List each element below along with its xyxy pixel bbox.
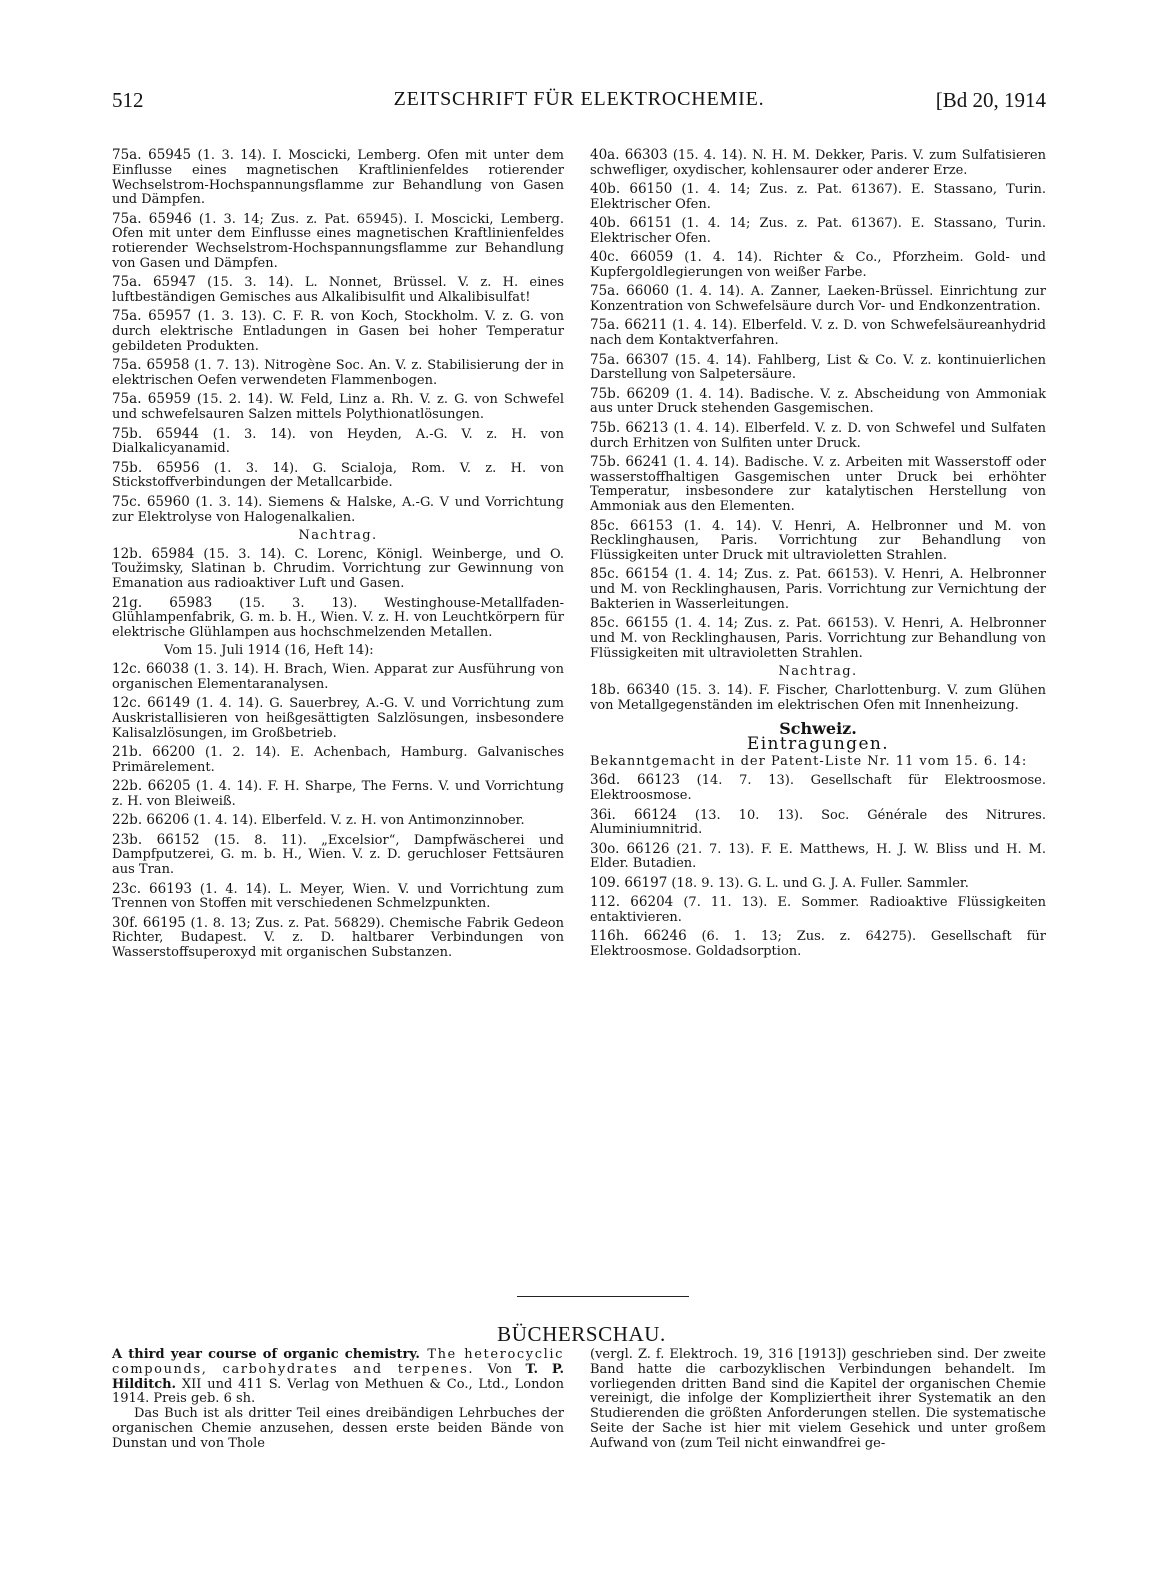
book-citation: A third year course of organic chemistry. The heterocyclic compounds, carbohydrates and terpenes. Von T. P. Hilditch. XII und 411 S. Verlag von Methuen & Co., Ltd., London 1914. Preis geb. 6 sh. [112,1347,564,1407]
patent-entry: 75a. 65957 (1. 3. 13). C. F. R. von Koch, Stockholm. V. z. G. von durch elektrische Entladungen in Gasen bei hoher Temperatur gebildeten Produkten. [112,308,564,355]
left-column [112,148,564,965]
page-header [112,88,1046,118]
right-column [590,148,1046,963]
issue-date-line: Vom 15. Juli 1914 (16, Heft 14): [164,643,374,659]
patent-entry: 22b. 66205 (1. 4. 14). F. H. Sharpe, The Ferns. V. und Vorrichtung z. H. von Bleiweiß. [112,778,564,810]
patent-entry: 75a. 66211 (1. 4. 14). Elberfeld. V. z. D. von Schwefelsäureanhydrid nach dem Kontaktverfahren. [590,317,1046,349]
patent-entry: 23c. 66193 (1. 4. 14). L. Meyer, Wien. V. und Vorrichtung zum Trennen von Stoffen mit verschiedenen Schmelzpunkten. [112,880,564,912]
review-text: (vergl. Z. f. Elektroch. 19, 316 [1913]) geschrieben sind. Der zweite Band hatte die carbozyklischen Verbindungen behandelt. Im vorliegenden dritten Band sind die Kapitel der organischen Chemie vereinigt, die infolge der Kompliziertheit ihrer Systematik an den Studierenden die größten Anforderungen stellen. Die systematische Seite der Sache ist hier mit vielem Gesehick und unter großem Aufwand von (zum Teil nicht einwandfrei ge- [590,1347,1046,1451]
patent-entry: 21b. 66200 (1. 2. 14). E. Achenbach, Hamburg. Galvanisches Primärelement. [112,744,564,775]
patent-entry: 112. 66204 (7. 11. 13). E. Sommer. Radioaktive Flüssigkeiten entaktivieren. [590,894,1047,925]
patent-entry: 40a. 66303 (15. 4. 14). N. H. M. Dekker, Paris. V. zum Sulfatisieren schwefliger, oxydischer, kohlensaurer oder anderer Erze. [590,147,1046,178]
patent-entry: 85c. 66153 (1. 4. 14). V. Henri, A. Helbronner und M. von Recklinghausen, Paris. Vorrichtung zur Behandlung von Flüssigkeiten unter Druck mit ultravioletten Strahlen. [590,517,1046,564]
patent-entry: 22b. 66206 (1. 4. 14). Elberfeld. V. z. H. von Antimonzinnober. [112,812,525,829]
nachtrag-list [112,547,564,641]
patent-entry: 75a. 65947 (15. 3. 14). L. Nonnet, Brüssel. V. z. H. eines luftbeständigen Gemisches aus Alkalibisulfit und Alkalibisulfat! [112,274,565,306]
patent-entry: 40b. 66150 (1. 4. 14; Zus. z. Pat. 61367). E. Stassano, Turin. Elektrischer Ofen. [590,181,1046,212]
patent-entry: 75c. 65960 (1. 3. 14). Siemens & Halske, A.-G. V und Vorrichtung zur Elektrolyse von Halogenalkalien. [112,493,564,525]
nachtrag-heading: Nachtrag. [298,527,378,543]
schweiz-patent-list [590,773,1046,959]
patent-entry: 75a. 65959 (15. 2. 14). W. Feld, Linz a. Rh. V. z. G. von Schwefel und schwefelsauren Salzen mittels Polythionatlösungen. [112,391,564,423]
book-details: XII und 411 S. Verlag von Methuen & Co., Ltd., London 1914. Preis geb. 6 sh. [112,1376,564,1407]
patent-entry: 75b. 65944 (1. 3. 14). von Heyden, A.-G. V. z. H. von Dialkalicyanamid. [112,425,564,457]
buecherschau-title: BÜCHERSCHAU. [497,1322,666,1346]
review-text: Das Buch ist als dritter Teil eines dreibändigen Lehrbuches der organischen Chemie anzusehen, dessen erste beiden Bände von Dunstan und von Thole [112,1406,564,1451]
patent-entry: 75b. 66209 (1. 4. 14). Badische. V. z. Abscheidung von Ammoniak aus unter Druck stehenden Gasgemischen. [590,385,1046,417]
journal-title: ZEITSCHRIFT FÜR ELEKTROCHEMIE. [393,88,765,110]
patent-entry: 30o. 66126 (21. 7. 13). F. E. Matthews, H. J. W. Bliss und H. M. Elder. Butadien. [590,840,1046,872]
page-number: 512 [112,88,144,112]
patent-list [590,148,1046,662]
patent-entry: 12b. 65984 (15. 3. 14). C. Lorenc, Königl. Weinberge, und O. Toužimsky, Slatinan b. Chrudim. Vorrichtung zur Gewinnung von Emanation aus radioaktiver Luft und Gasen. [112,545,564,592]
patent-entry: 116h. 66246 (6. 1. 13; Zus. z. 64275). Gesellschaft für Elektroosmose. Goldadsorption. [590,928,1046,959]
patent-entry: 85c. 66154 (1. 4. 14; Zus. z. Pat. 66153). V. Henri, A. Helbronner und M. von Recklinghausen, Paris. Vorrichtung zur Vernichtung der Bakterien in Wasserleitungen. [590,566,1046,613]
patent-entry: 85c. 66155 (1. 4. 14; Zus. z. Pat. 66153). V. Henri, A. Helbronner und M. von Recklinghausen, Paris. Vorrichtung zur Behandlung von Flüssigkeiten mit ultravioletten Strahlen. [590,615,1046,661]
patent-entry: 75a. 65958 (1. 7. 13). Nitrogène Soc. An. V. z. Stabilisierung der in elektrischen Oefen verwendeten Flammenbogen. [112,357,564,389]
schweiz-heading: Schweiz. [779,718,857,738]
patent-entry: 21g. 65983 (15. 3. 13). Westinghouse-Metallfaden-Glühlampenfabrik, G. m. b. H., Wien. V. z. H. von Leuchtkörpern für elektrische Glühlampen aus hochschmelzenden Metallen. [112,594,564,641]
patent-entry: 75a. 65945 (1. 3. 14). I. Moscicki, Lemberg. Ofen mit unter dem Einflusse eines magnetischen Kraftlinienfeldes rotierender Wechselstrom-Hochspannungsflamme zur Behandlung von Gasen und Dämpfen. [112,147,564,208]
patent-list-july [112,662,564,961]
patent-list [112,148,564,525]
patent-entry: 30f. 66195 (1. 8. 13; Zus. z. Pat. 56829). Chemische Fabrik Gedeon Richter, Budapest. V. z. D. haltbarer Verbindungen von Wasserstoffsuperoxyd mit organischen Substanzen. [112,914,564,961]
patent-entry: 40b. 66151 (1. 4. 14; Zus. z. Pat. 61367). E. Stassano, Turin. Elektrischer Ofen. [590,215,1046,246]
book-subtitle: The heterocyclic compounds, carbohydrates and terpenes. [112,1347,564,1377]
patent-entry: 23b. 66152 (15. 8. 11). „Excelsior“, Dampfwäscherei und Dampfputzerei, G. m. b. H., Wien. V. z. D. geruchloser Fettsäuren aus Tran. [112,831,564,878]
patent-entry: 36d. 66123 (14. 7. 13). Gesellschaft für Elektroosmose. Elektroosmose. [590,772,1046,804]
book-author: T. P. Hilditch. [112,1361,564,1392]
patent-list-note: Bekanntgemacht in der Patent-Liste Nr. 11 vom 15. 6. 14: [590,754,1028,770]
patent-entry: 75b. 66213 (1. 4. 14). Elberfeld. V. z. D. von Schwefel und Sulfaten durch Erhitzen von Sulfiten unter Druck. [590,419,1046,451]
nachtrag-list [590,683,1046,714]
patent-entry: 40c. 66059 (1. 4. 14). Richter & Co., Pforzheim. Gold- und Kupfergoldlegierungen von weißer Farbe. [590,249,1046,281]
review-right-column [590,1348,1046,1452]
volume-label: [Bd 20, 1914 [935,88,1046,112]
patent-entry: 75b. 66241 (1. 4. 14). Badische. V. z. Arbeiten mit Wasserstoff oder wasserstoffhaltigen Gasgemischen unter Druck bei erhöhter Temperatur, insbesondere zur katalytischen Herstellung von Ammoniak aus den Elementen. [590,453,1046,515]
nachtrag-heading: Nachtrag. [778,664,858,680]
patent-entry: 75b. 65956 (1. 3. 14). G. Scialoja, Rom. V. z. H. von Stickstoffverbindungen der Metallcarbide. [112,459,564,491]
section-divider [517,1296,689,1297]
patent-entry: 12c. 66149 (1. 4. 14). G. Sauerbrey, A.-G. V. und Vorrichtung zum Auskristallisieren von heißgesättigten Salzlösungen, insbesondere Kalisalzlösungen, im Großbetrieb. [112,695,564,741]
book-title: A third year course of organic chemistry. [112,1347,420,1362]
review-left-column [112,1348,564,1452]
patent-entry: 109. 66197 (18. 9. 13). G. L. und G. J. A. Fuller. Sammler. [590,874,969,891]
patent-entry: 12c. 66038 (1. 3. 14). H. Brach, Wien. Apparat zur Ausführung von organischen Elementaranalysen. [112,661,564,692]
patent-entry: 75a. 66060 (1. 4. 14). A. Zanner, Laeken-Brüssel. Einrichtung zur Konzentration von Schwefelsäure durch Vor- und Endkonzentration. [590,283,1046,315]
patent-entry: 75a. 66307 (15. 4. 14). Fahlberg, List & Co. V. z. kontinuierlichen Darstellung von Salpetersäure. [590,351,1046,383]
patent-entry: 36i. 66124 (13. 10. 13). Soc. Générale des Nitrures. Aluminiumnitrid. [590,806,1046,838]
patent-entry: 75a. 65946 (1. 3. 14; Zus. z. Pat. 65945). I. Moscicki, Lemberg. Ofen mit unter dem Einflusse eines magnetischen Kraftlinienfeldes rotierender Wechselstrom-Hochspannungsflamme zur Behandlung von Gasen und Dämpfen. [112,210,564,272]
patent-entry: 18b. 66340 (15. 3. 14). F. Fischer, Charlottenburg. V. zum Glühen von Metallgegenständen im elektrischen Ofen mit Innenheizung. [590,682,1047,713]
eintragungen-heading: Eintragungen. [746,734,890,755]
